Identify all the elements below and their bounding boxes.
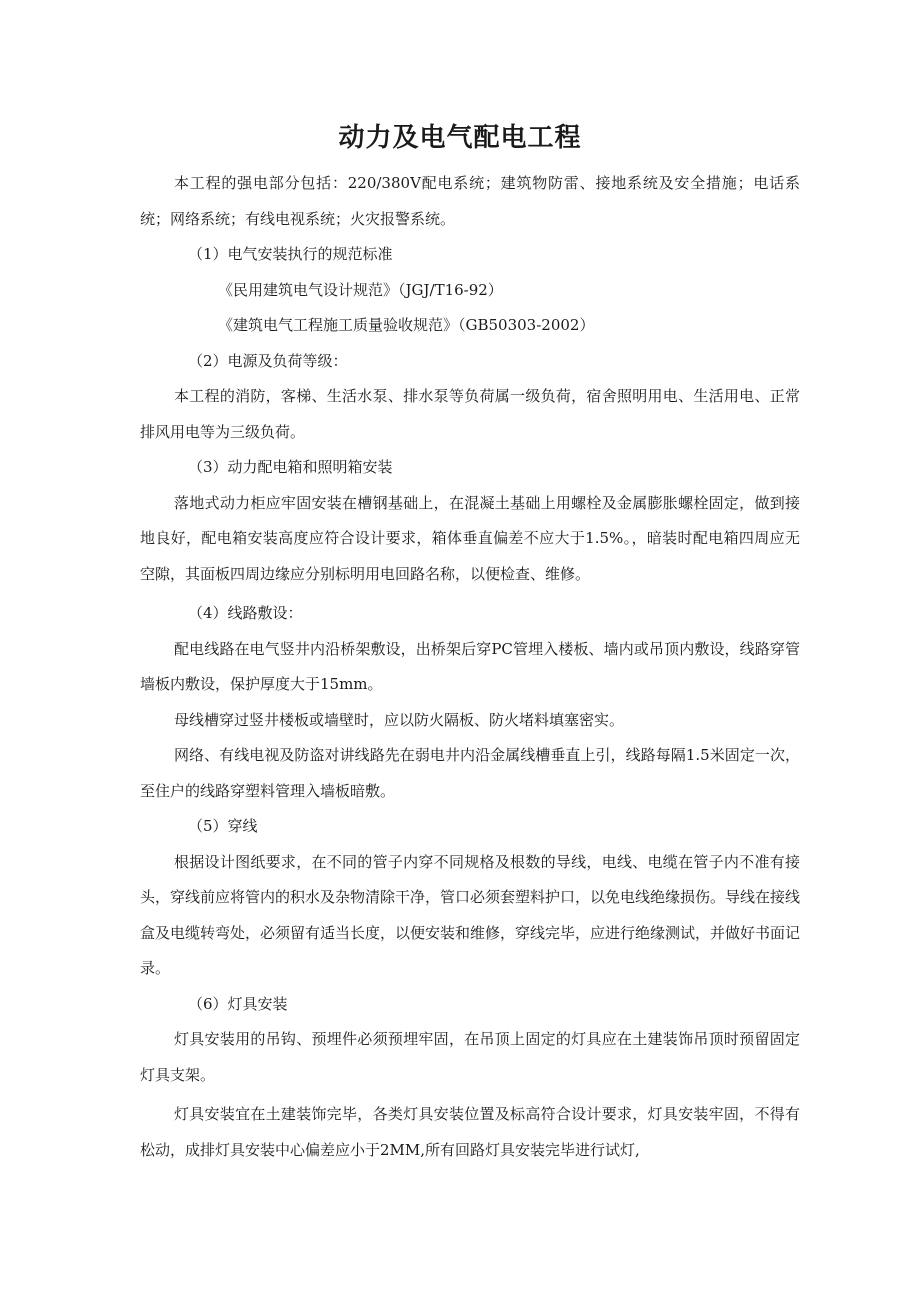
section-3-paragraph-1: 落地式动力柜应牢固安装在槽钢基础上，在混凝土基础上用螺栓及金属膨胀螺栓固定，做到接地良好，配电箱安装高度应符合设计要求，箱体垂直偏差不应大于1.5%。，暗装时配电箱四周应无空隙，其面板四周边缘应分别标明用电回路名称，以便检查、维修。 [140,493,800,583]
section-6-paragraph-1: 灯具安装用的吊钩、预埋件必须预埋牢固，在吊顶上固定的灯具应在土建装饰吊顶时预留固定灯具支架。 [140,1030,800,1084]
section-4-heading: （4）线路敷设： [188,604,303,622]
section-2-heading: （2）电源及负荷等级： [188,351,348,370]
section-6-heading: （6）灯具安装 [188,994,288,1013]
section-2-paragraph-1: 本工程的消防，客梯、生活水泵、排水泵等负荷属一级负荷，宿舍照明用电、生活用电、正常排风用电等为三级负荷。 [140,387,800,441]
standard-2: 《建筑电气工程施工质量验收规范》（GB50303-2002） [218,316,595,334]
intro-paragraph: 本工程的强电部分包括：220/380V配电系统；建筑物防雷、接地系统及安全措施；电话系统；网络系统；有线电视系统；火灾报警系统。 [140,174,800,228]
document-title: 动力及电气配电工程 [338,123,582,153]
document-body [140,166,800,1168]
section-4-paragraph-3: 网络、有线电视及防盗对讲线路先在弱电井内沿金属线槽垂直上引，线路每隔1.5米固定一次，至住户的线路穿塑料管理入墙板暗敷。 [140,746,800,800]
section-5-heading: （5）穿线 [188,817,258,835]
standard-1: 《民用建筑电气设计规范》（JGJ/T16-92） [218,280,503,299]
section-1-heading: （1）电气安装执行的规范标准 [188,245,393,263]
section-3-heading: （3）动力配电箱和照明箱安装 [188,458,393,476]
section-4-paragraph-2: 母线槽穿过竖井楼板或墙壁时，应以防火隔板、防火堵料填塞密实。 [174,710,625,729]
section-4-paragraph-1: 配电线路在电气竖井内沿桥架敷设，出桥架后穿PC管埋入楼板、墙内或吊顶内敷设，线路穿管墙板内敷设，保护厚度大于15mm。 [140,639,800,693]
section-6-paragraph-2: 灯具安装宜在土建装饰完毕，各类灯具安装位置及标高符合设计要求，灯具安装牢固，不得有松动，成排灯具安装中心偏差应小于2MM,所有回路灯具安装完毕进行试灯, [140,1105,800,1159]
section-5-paragraph-1: 根据设计图纸要求，在不同的管子内穿不同规格及根数的导线，电线、电缆在管子内不准有接头，穿线前应将管内的积水及杂物清除干净，管口必须套塑料护口，以免电线绝缘损伤。导线在接线盒及电缆转弯处，必须留有适当长度，以便安装和维修，穿线完毕，应进行绝缘测试，并做好书面记录。 [140,852,801,977]
